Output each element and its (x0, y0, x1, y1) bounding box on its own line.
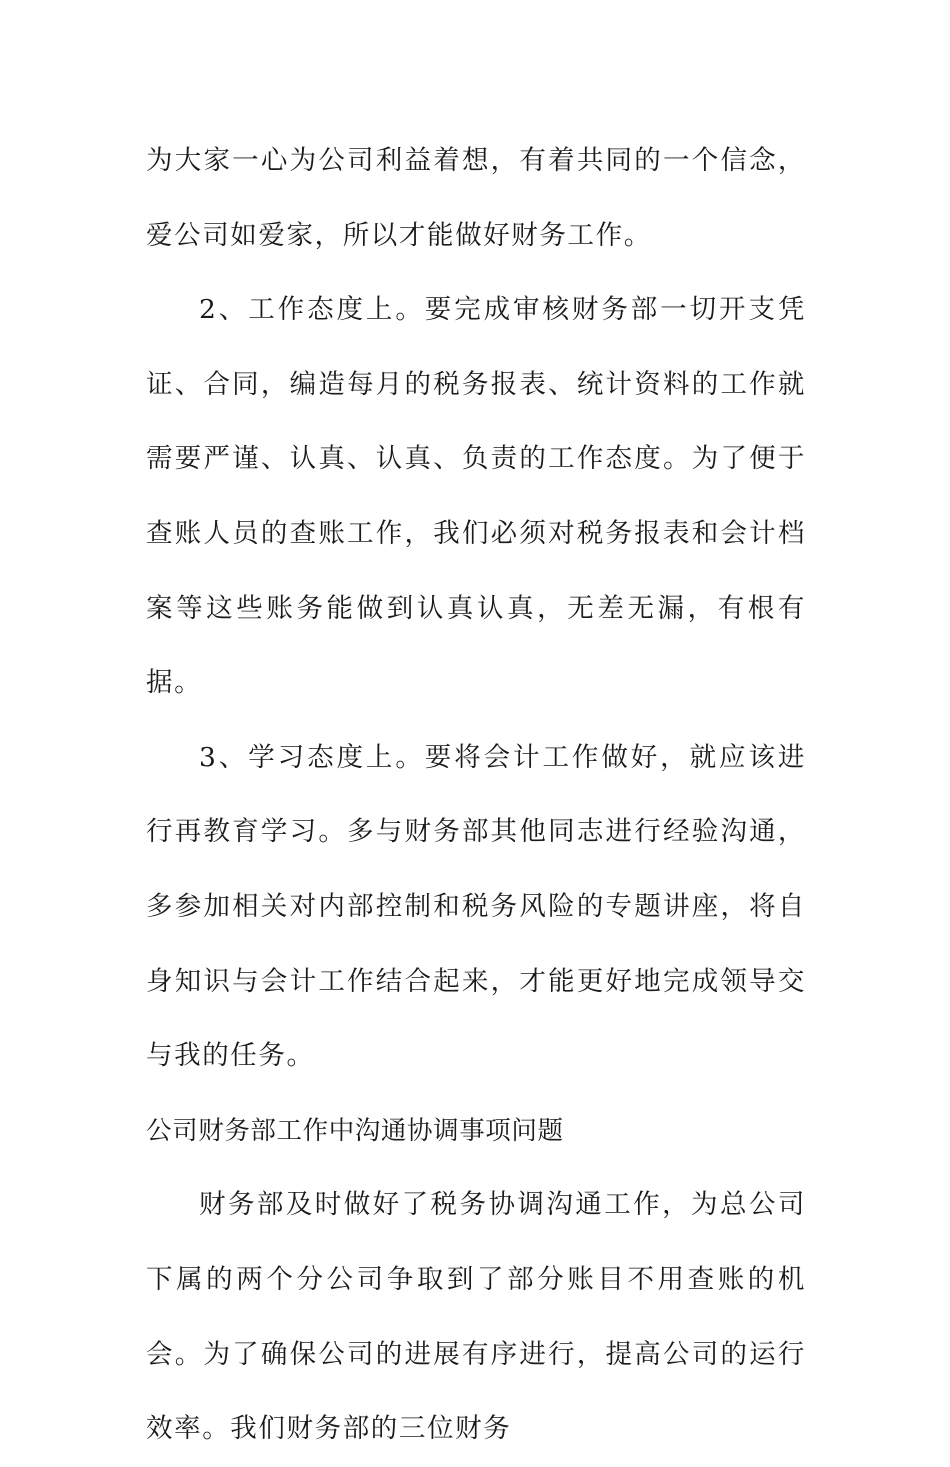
paragraph-work-attitude: 2、工作态度上。要完成审核财务部一切开支凭证、合同，编造每月的税务报表、统计资料的工作就需要严谨、认真、认真、负责的工作态度。为了便于查账人员的查账工作，我们必须对税务报表和会计档案等这些账务能做到认真认真，无差无漏，有根有据。 (146, 294, 806, 699)
document-body (146, 124, 806, 1467)
section-heading: 公司财务部工作中沟通协调事项问题 (146, 1115, 564, 1146)
paragraph-continued: 为大家一心为公司利益着想，有着共同的一个信念，爱公司如爱家，所以才能做好财务工作。 (146, 145, 806, 251)
paragraph-tax-coordination: 财务部及时做好了税务协调沟通工作，为总公司下属的两个分公司争取到了部分账目不用查账的机会。为了确保公司的进展有序进行，提高公司的运行效率。我们财务部的三位财务 (146, 1189, 806, 1445)
paragraph-study-attitude: 3、学习态度上。要将会计工作做好，就应该进行再教育学习。多与财务部其他同志进行经验沟通，多参加相关对内部控制和税务风险的专题讲座，将自身知识与会计工作结合起来，才能更好地完成领导交与我的任务。 (146, 741, 806, 1072)
